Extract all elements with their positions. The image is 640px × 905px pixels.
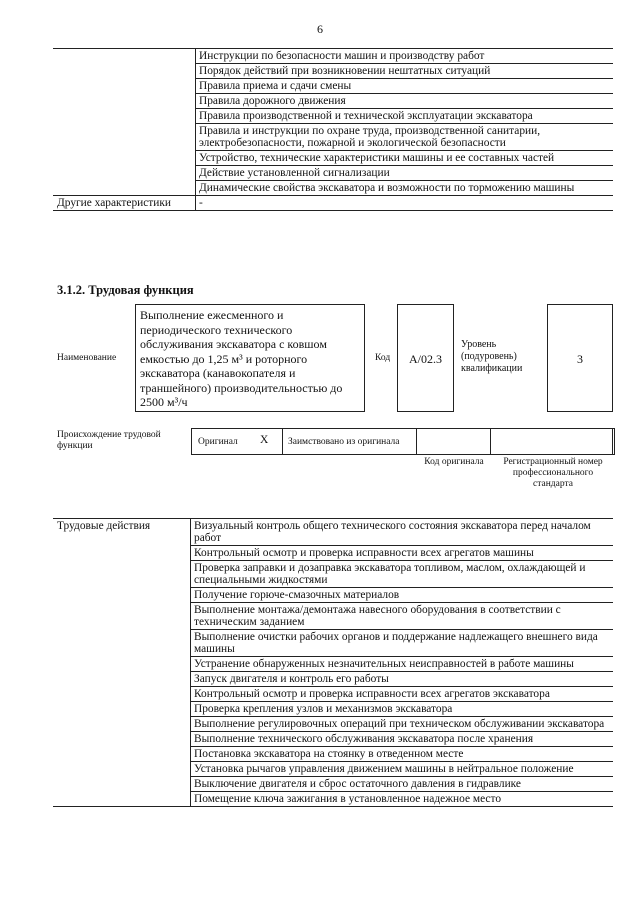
action-item: Выполнение очистки рабочих органов и поддержание надлежащего внешнего вида машины [191, 630, 613, 657]
code-value: А/02.3 [409, 352, 442, 366]
knowledge-item: Динамические свойства экскаватора и возможности по торможению машины [196, 181, 613, 196]
level-label: Уровень (подуровень) квалификации [461, 339, 523, 374]
action-item: Выполнение монтажа/демонтажа навесного оборудования в соответствии с техническим заданием [191, 603, 613, 630]
borrowed-label: Заимствовано из оригинала [288, 437, 400, 447]
knowledge-item: Правила дорожного движения [196, 94, 613, 109]
knowledge-item: Правила приема и сдачи смены [196, 79, 613, 94]
table-row [54, 519, 613, 546]
action-item: Выполнение регулировочных операций при техническом обслуживании экскаватора [191, 717, 613, 732]
function-name-box [135, 304, 365, 412]
action-item: Проверка крепления узлов и механизмов экскаватора [191, 702, 613, 717]
knowledge-label-cell [54, 49, 196, 196]
knowledge-item: Порядок действий при возникновении нештатных ситуаций [196, 64, 613, 79]
action-item: Помещение ключа зажигания в установленное надежное место [191, 792, 613, 807]
reg-caption: Регистрационный номер профессионального стандарта [503, 457, 603, 489]
action-item: Установка рычагов управления движением машины в нейтральное положение [191, 762, 613, 777]
name-label: Наименование [57, 353, 117, 363]
other-label: Другие характеристики [54, 196, 196, 211]
code-caption: Код оригинала [424, 457, 484, 467]
level-box [547, 304, 613, 412]
page-number: 6 [317, 22, 323, 36]
section-title: 3.1.2. Трудовая функция [57, 283, 194, 297]
action-item: Постановка экскаватора на стоянку в отведенном месте [191, 747, 613, 762]
reg-number-cell [490, 428, 615, 455]
action-item: Контрольный осмотр и проверка исправности всех агрегатов экскаватора [191, 687, 613, 702]
actions-table [53, 518, 613, 807]
borrowed-cell [282, 428, 417, 455]
origin-row [191, 428, 613, 455]
code-box [397, 304, 454, 412]
action-item: Визуальный контроль общего технического состояния экскаватора перед началом работ [191, 519, 613, 546]
original-code-cell [416, 428, 491, 455]
action-item: Выполнение технического обслуживания экскаватора после хранения [191, 732, 613, 747]
action-item: Устранение обнаруженных незначительных неисправностей в работе машины [191, 657, 613, 672]
action-item: Контрольный осмотр и проверка исправности всех агрегатов машины [191, 546, 613, 561]
knowledge-table [53, 48, 613, 211]
original-cell [191, 428, 283, 455]
knowledge-item: Правила и инструкции по охране труда, производственной санитарии, электробезопасности, пожарной и экологической безопасности [196, 124, 613, 151]
knowledge-item: Правила производственной и технической эксплуатации экскаватора [196, 109, 613, 124]
action-item: Проверка заправки и дозаправка экскаватора топливом, маслом, охлаждающей и специальными жидкостями [191, 561, 613, 588]
knowledge-item: Инструкции по безопасности машин и производству работ [196, 49, 613, 64]
other-value: - [196, 196, 613, 211]
action-item: Запуск двигателя и контроль его работы [191, 672, 613, 687]
action-item: Выключение двигателя и сброс остаточного давления в гидравлике [191, 777, 613, 792]
original-label: Оригинал [198, 437, 238, 447]
action-item: Получение горюче-смазочных материалов [191, 588, 613, 603]
table-row [54, 49, 613, 64]
level-value: 3 [577, 352, 583, 366]
actions-label: Трудовые действия [54, 519, 191, 807]
table-row [54, 196, 613, 211]
function-name: Выполнение ежесменного и периодического технического обслуживания экскаватора с ковшом емкостью до 1,25 м³ и роторного экскаватора (канавокопателя и траншейного) производительностью до 2500 м³/ч [140, 308, 343, 409]
original-mark: X [260, 434, 269, 446]
knowledge-item: Действие установленной сигнализации [196, 166, 613, 181]
origin-label: Происхождение трудовой функции [57, 430, 161, 451]
code-label: Код [375, 353, 391, 363]
knowledge-item: Устройство, технические характеристики машины и ее составных частей [196, 151, 613, 166]
